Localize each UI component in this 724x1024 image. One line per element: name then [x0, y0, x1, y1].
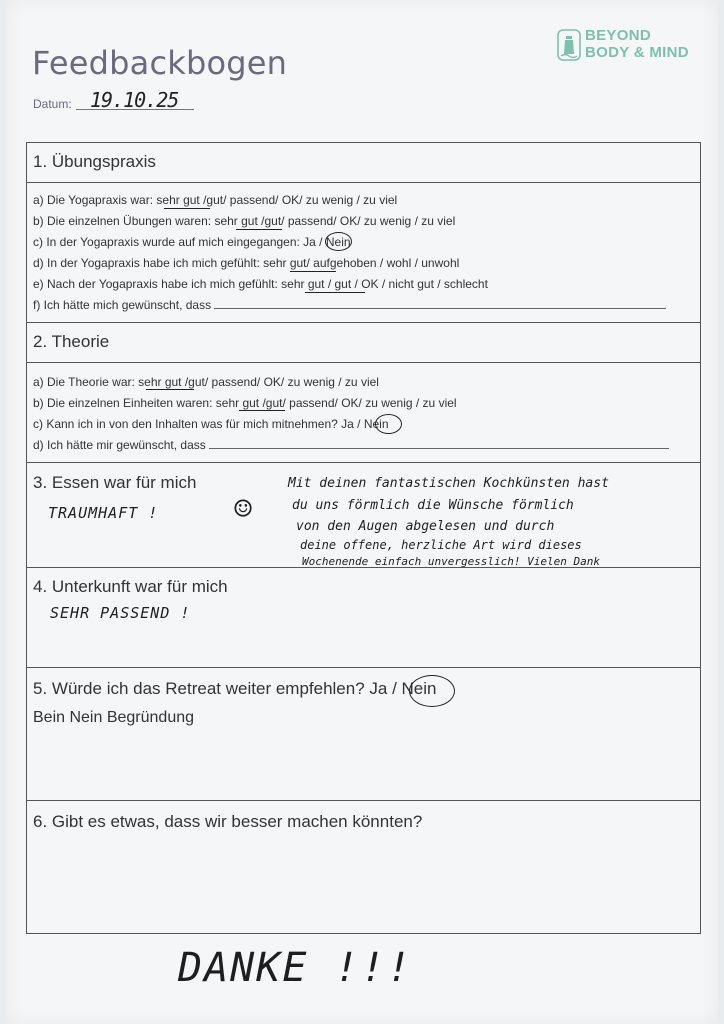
- section2-heading: 2. Theorie: [33, 332, 110, 351]
- mark-underline: [290, 271, 336, 272]
- section3-heading: 3. Essen war für mich: [33, 473, 197, 492]
- mark-circle: [409, 675, 455, 707]
- mark-underline: [236, 229, 282, 230]
- mark-circle: [325, 232, 352, 251]
- section4-answer: SEHR PASSEND !: [50, 604, 191, 622]
- section3-answer: TRAUMHAFT !: [48, 504, 159, 522]
- comment-line: deine offene, herzliche Art wird dieses: [300, 538, 582, 552]
- section1-item-e: e) Nach der Yogapraxis habe ich mich gefühlt: sehr gut / gut / OK / nicht gut / schlecht: [33, 277, 488, 291]
- section2-answer-line: [209, 439, 669, 449]
- date-label: Datum:: [33, 97, 72, 111]
- section1-item-a: a) Die Yogapraxis war: sehr gut /gut/ passend/ OK/ zu wenig / zu viel: [33, 193, 398, 207]
- mark-underline: [146, 389, 194, 390]
- section1-heading: 1. Übungspraxis: [33, 152, 156, 171]
- smiley-icon: ☺: [234, 492, 253, 527]
- comment-line: von den Augen abgelesen und durch: [296, 519, 555, 534]
- section2-item-d-label: d) Ich hätte mir gewünscht, dass: [33, 438, 206, 452]
- section5-subtext: Bein Nein Begründung: [33, 709, 195, 726]
- section5-heading: 5. Würde ich das Retreat weiter empfehlen? Ja / Nein: [33, 679, 437, 698]
- section1-item-f: [33, 298, 666, 312]
- section1-item-d: d) In der Yogapraxis habe ich mich gefühlt: sehr gut/ aufgehoben / wohl / unwohl: [33, 256, 460, 270]
- section4-heading: 4. Unterkunft war für mich: [33, 577, 228, 596]
- mark-underline: [305, 292, 365, 293]
- section2-item-d: [33, 438, 669, 452]
- section2-item-a: a) Die Theorie war: sehr gut /gut/ passend/ OK/ zu wenig / zu viel: [33, 375, 379, 389]
- brand-name-line2: BODY & MIND: [585, 44, 689, 61]
- brand-name-line1: BEYOND: [585, 27, 651, 44]
- comment-line: du uns förmlich die Wünsche förmlich: [292, 498, 574, 513]
- mark-underline: [164, 208, 210, 209]
- date-value: 19.10.25: [90, 88, 179, 112]
- mark-circle: [375, 414, 402, 434]
- lighthouse-icon: [557, 29, 581, 61]
- section1-item-b: b) Die einzelnen Übungen waren: sehr gut /gut/ passend/ OK/ zu wenig / zu viel: [33, 214, 456, 228]
- section6-heading: 6. Gibt es etwas, dass wir besser machen könnten?: [33, 812, 423, 831]
- comment-line: Wochenende einfach unvergesslich! Vielen Dank: [302, 555, 601, 568]
- section2-item-c: c) Kann ich in von den Inhalten was für mich mitnehmen? Ja / Nein: [33, 417, 389, 431]
- mark-underline: [239, 410, 285, 411]
- section1-item-f-label: f) Ich hätte mich gewünscht, dass: [33, 298, 212, 312]
- comment-line: Mit deinen fantastischen Kochkünsten hast: [288, 476, 609, 491]
- brand-logo: [555, 27, 724, 67]
- page-title: Feedbackbogen: [32, 44, 288, 82]
- section2-item-b: b) Die einzelnen Einheiten waren: sehr gut /gut/ passend/ OK/ zu wenig / zu viel: [33, 396, 457, 410]
- brand-name: [585, 27, 689, 61]
- thanks-note: DANKE !!!: [178, 945, 413, 991]
- section1-item-c: c) In der Yogapraxis wurde auf mich eingegangen: Ja / Nein: [33, 235, 351, 249]
- section1-answer-line: [214, 299, 666, 309]
